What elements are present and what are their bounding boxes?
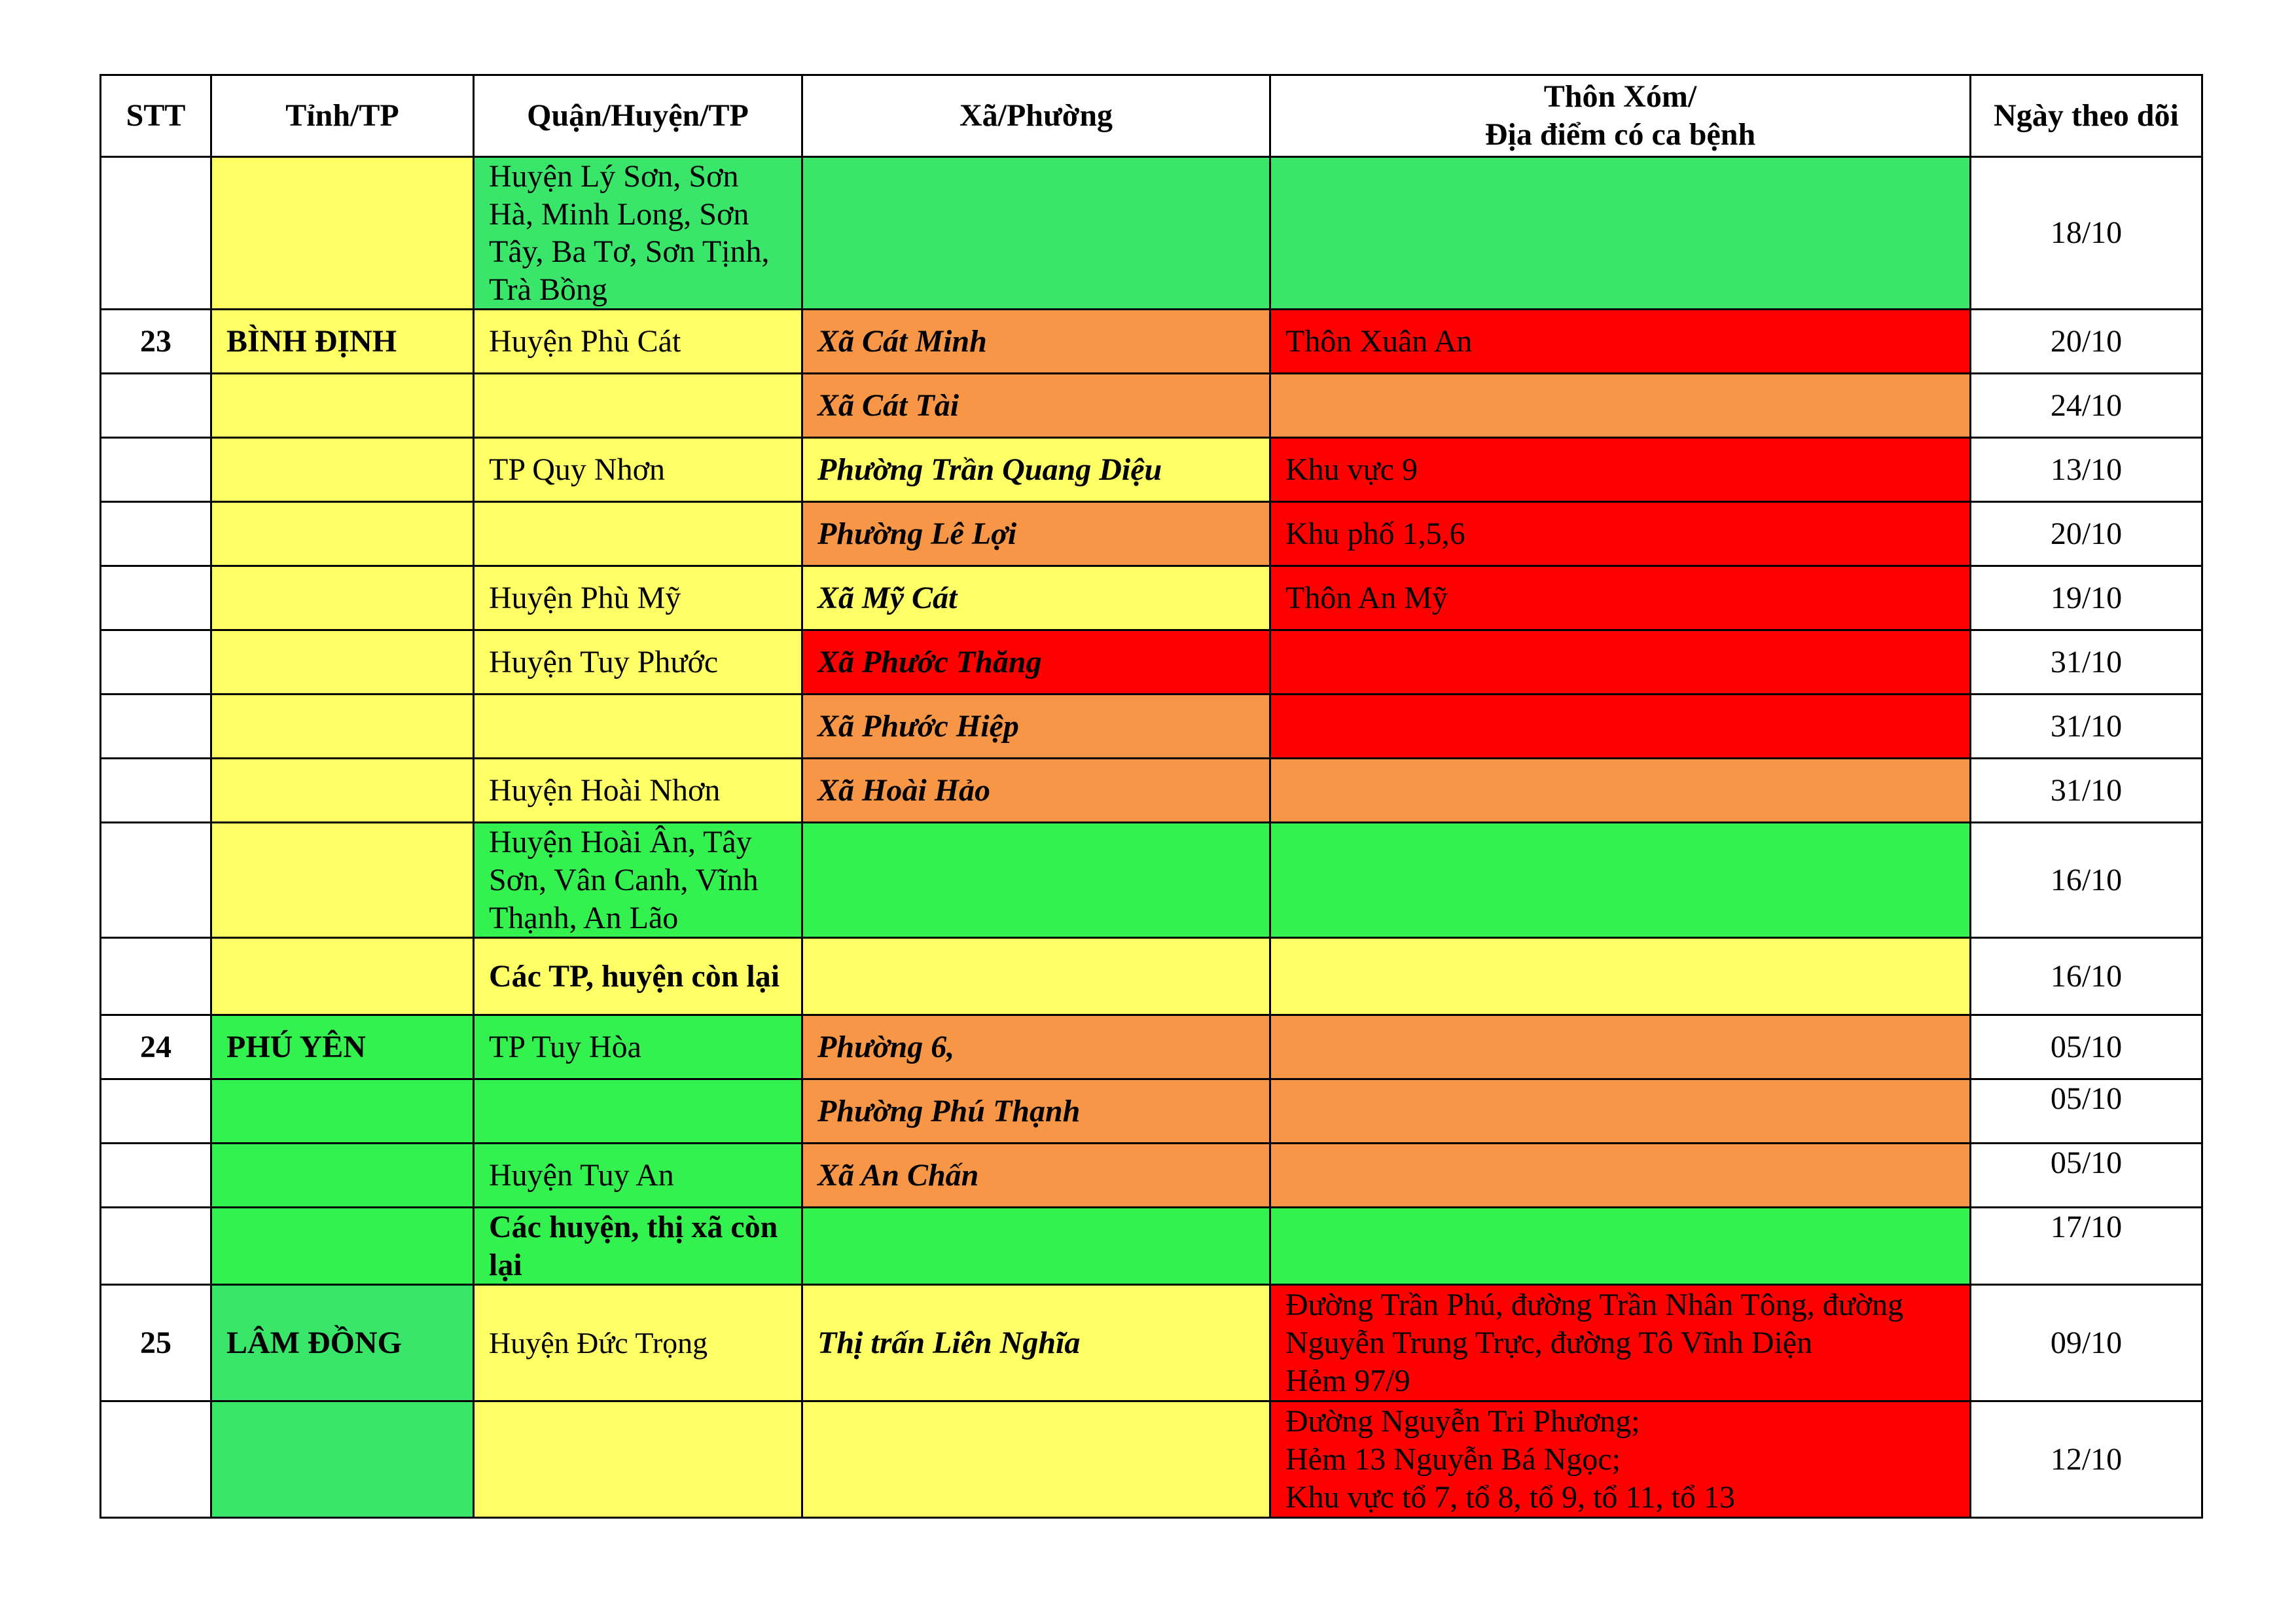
cell-province xyxy=(211,938,474,1015)
cell-ward: Xã Mỹ Cát xyxy=(802,566,1270,630)
cell-district: TP Tuy Hòa xyxy=(474,1015,802,1079)
cell-date: 24/10 xyxy=(1971,374,2202,438)
cell-date: 18/10 xyxy=(1971,157,2202,310)
cell-district: Huyện Hoài Ân, Tây Sơn, Vân Canh, Vĩnh Thạnh, An Lão xyxy=(474,823,802,938)
cell-ward xyxy=(802,1208,1270,1285)
cell-date: 16/10 xyxy=(1971,823,2202,938)
cell-date: 31/10 xyxy=(1971,759,2202,823)
cell-location xyxy=(1270,374,1971,438)
case-tracking-table xyxy=(99,74,2203,1519)
cell-ward xyxy=(802,823,1270,938)
cell-stt xyxy=(101,157,211,310)
cell-province xyxy=(211,374,474,438)
cell-province xyxy=(211,502,474,566)
cell-province xyxy=(211,695,474,759)
location-line: Đường Nguyễn Tri Phương; xyxy=(1285,1404,1640,1439)
cell-ward: Xã Phước Hiệp xyxy=(802,695,1270,759)
cell-stt: 23 xyxy=(101,310,211,374)
cell-stt xyxy=(101,566,211,630)
cell-stt xyxy=(101,823,211,938)
cell-location: Khu phố 1,5,6 xyxy=(1270,502,1971,566)
cell-district xyxy=(474,1079,802,1144)
cell-date: 09/10 xyxy=(1971,1285,2202,1401)
cell-province xyxy=(211,1079,474,1144)
table-row xyxy=(101,566,2202,630)
cell-location xyxy=(1270,823,1971,938)
cell-district: Huyện Tuy An xyxy=(474,1144,802,1208)
cell-date: 31/10 xyxy=(1971,695,2202,759)
cell-location xyxy=(1270,938,1971,1015)
header-location-line1: Thôn Xóm/ xyxy=(1543,79,1697,115)
header-location xyxy=(1270,75,1971,157)
cell-stt xyxy=(101,374,211,438)
cell-district xyxy=(474,502,802,566)
cell-province xyxy=(211,1208,474,1285)
cell-district: Huyện Phù Cát xyxy=(474,310,802,374)
cell-province xyxy=(211,759,474,823)
cell-province xyxy=(211,438,474,502)
cell-ward: Xã Cát Minh xyxy=(802,310,1270,374)
cell-ward: Thị trấn Liên Nghĩa xyxy=(802,1285,1270,1401)
cell-location xyxy=(1270,1079,1971,1144)
cell-stt xyxy=(101,1144,211,1208)
cell-location xyxy=(1270,1144,1971,1208)
cell-province xyxy=(211,630,474,695)
header-date: Ngày theo dõi xyxy=(1971,75,2202,157)
cell-stt xyxy=(101,1208,211,1285)
cell-ward xyxy=(802,938,1270,1015)
cell-stt xyxy=(101,759,211,823)
cell-district: Huyện Phù Mỹ xyxy=(474,566,802,630)
cell-date: 17/10 xyxy=(1971,1208,2202,1285)
table-row xyxy=(101,1208,2202,1285)
header-district: Quận/Huyện/TP xyxy=(474,75,802,157)
cell-stt xyxy=(101,695,211,759)
cell-stt xyxy=(101,1079,211,1144)
cell-district xyxy=(474,1401,802,1518)
cell-district xyxy=(474,374,802,438)
cell-date: 16/10 xyxy=(1971,938,2202,1015)
location-line: Khu vực tổ 7, tổ 8, tổ 9, tổ 11, tổ 13 xyxy=(1285,1479,1735,1515)
table-row xyxy=(101,438,2202,502)
cell-province: LÂM ĐỒNG xyxy=(211,1285,474,1401)
cell-date: 05/10 xyxy=(1971,1079,2202,1144)
table-row xyxy=(101,630,2202,695)
table-row xyxy=(101,374,2202,438)
cell-date: 20/10 xyxy=(1971,502,2202,566)
header-row xyxy=(101,75,2202,157)
cell-location xyxy=(1270,1208,1971,1285)
cell-location: Thôn An Mỹ xyxy=(1270,566,1971,630)
cell-ward: Phường Trần Quang Diệu xyxy=(802,438,1270,502)
cell-stt: 25 xyxy=(101,1285,211,1401)
location-line: Đường Trần Phú, đường Trần Nhân Tông, đường Nguyễn Trung Trực, đường Tô Vĩnh Diện xyxy=(1285,1288,1904,1361)
header-province: Tỉnh/TP xyxy=(211,75,474,157)
table-row xyxy=(101,1401,2202,1518)
cell-date: 05/10 xyxy=(1971,1144,2202,1208)
cell-province: PHÚ YÊN xyxy=(211,1015,474,1079)
cell-stt xyxy=(101,630,211,695)
cell-location xyxy=(1270,695,1971,759)
cell-stt xyxy=(101,502,211,566)
cell-province xyxy=(211,566,474,630)
table-row xyxy=(101,938,2202,1015)
cell-location xyxy=(1270,1401,1971,1518)
table-row xyxy=(101,1144,2202,1208)
table-row xyxy=(101,310,2202,374)
cell-location xyxy=(1270,157,1971,310)
cell-ward: Xã Cát Tài xyxy=(802,374,1270,438)
table-row xyxy=(101,157,2202,310)
table-row xyxy=(101,502,2202,566)
cell-date: 19/10 xyxy=(1971,566,2202,630)
cell-district: Huyện Hoài Nhơn xyxy=(474,759,802,823)
cell-stt: 24 xyxy=(101,1015,211,1079)
cell-ward: Xã Phước Thăng xyxy=(802,630,1270,695)
cell-district: Các huyện, thị xã còn lại xyxy=(474,1208,802,1285)
cell-location xyxy=(1270,630,1971,695)
table-row xyxy=(101,1079,2202,1144)
cell-ward: Phường 6, xyxy=(802,1015,1270,1079)
cell-ward: Xã An Chấn xyxy=(802,1144,1270,1208)
location-line: Hẻm 13 Nguyễn Bá Ngọc; xyxy=(1285,1442,1621,1477)
header-stt: STT xyxy=(101,75,211,157)
header-ward: Xã/Phường xyxy=(802,75,1270,157)
cell-province xyxy=(211,1144,474,1208)
cell-location xyxy=(1270,1285,1971,1401)
cell-location: Thôn Xuân An xyxy=(1270,310,1971,374)
cell-location: Khu vực 9 xyxy=(1270,438,1971,502)
header-location-line2: Địa điểm có ca bệnh xyxy=(1484,117,1756,152)
table-row xyxy=(101,1285,2202,1401)
cell-date: 05/10 xyxy=(1971,1015,2202,1079)
table-row xyxy=(101,1015,2202,1079)
cell-location xyxy=(1270,1015,1971,1079)
cell-province xyxy=(211,1401,474,1518)
cell-district: Các TP, huyện còn lại xyxy=(474,938,802,1015)
table-row xyxy=(101,759,2202,823)
cell-district: Huyện Đức Trọng xyxy=(474,1285,802,1401)
cell-ward xyxy=(802,157,1270,310)
location-line: Hẻm 97/9 xyxy=(1285,1363,1410,1398)
cell-district: TP Quy Nhơn xyxy=(474,438,802,502)
cell-ward xyxy=(802,1401,1270,1518)
table-row xyxy=(101,695,2202,759)
table-row xyxy=(101,823,2202,938)
cell-province: BÌNH ĐỊNH xyxy=(211,310,474,374)
cell-district: Huyện Tuy Phước xyxy=(474,630,802,695)
cell-ward: Phường Phú Thạnh xyxy=(802,1079,1270,1144)
cell-district xyxy=(474,695,802,759)
cell-stt xyxy=(101,938,211,1015)
cell-province xyxy=(211,823,474,938)
cell-district: Huyện Lý Sơn, Sơn Hà, Minh Long, Sơn Tây, Ba Tơ, Sơn Tịnh, Trà Bồng xyxy=(474,157,802,310)
cell-date: 31/10 xyxy=(1971,630,2202,695)
cell-date: 20/10 xyxy=(1971,310,2202,374)
cell-date: 13/10 xyxy=(1971,438,2202,502)
cell-province xyxy=(211,157,474,310)
cell-ward: Phường Lê Lợi xyxy=(802,502,1270,566)
cell-location xyxy=(1270,759,1971,823)
cell-stt xyxy=(101,438,211,502)
cell-date: 12/10 xyxy=(1971,1401,2202,1518)
cell-stt xyxy=(101,1401,211,1518)
cell-ward: Xã Hoài Hảo xyxy=(802,759,1270,823)
